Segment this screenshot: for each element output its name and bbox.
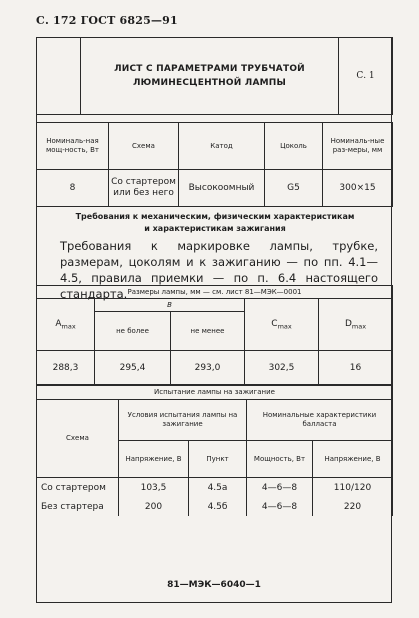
col-header-test-voltage: Напряжение, В [119,441,189,478]
col-b-letter: B [167,301,172,309]
cell-d-value: 16 [319,351,393,386]
col-header-point: Пункт [189,441,247,478]
col-header-ballast-power: Мощность, Вт [247,441,313,478]
cell-b-max-value: 295,4 [95,351,171,386]
section-title-line1: Требования к механическим, физическим характеристикам [75,212,355,221]
section-title [60,211,370,235]
footer-doc-id: 81—МЭК—6040—1 [167,580,261,590]
ignition-test-table [36,384,393,516]
cell-row1-point: 4.5а [189,478,247,499]
cell-a-value: 288,3 [37,351,95,386]
cell-row1-voltage: 103,5 [119,478,189,499]
col-header-scheme: Схема [109,123,179,170]
cell-row2-voltage: 200 [119,498,189,516]
cell-row2-power: 4—6—8 [247,498,313,516]
col-header-cathode: Катод [179,123,265,170]
col-header-d [319,299,393,351]
cell-b-min-value: 293,0 [171,351,245,386]
dims-caption: Размеры лампы, мм — см. лист 81—МЭК—0001 [37,286,393,299]
requirements-paragraph: Требования к маркировке лампы, трубке, размерам, цоколям и к зажиганию — по пп. 4.1—4.5, правила приемки — по п. 6.4 настоящего стандарта. [60,239,378,301]
cell-row1-scheme: Со стартером [37,478,119,499]
title-left-cell [37,38,81,115]
cell-dims: 300×15 [323,170,393,207]
col-header-ballast: Номинальные характеристики балласта [247,400,393,441]
cell-c-value: 302,5 [245,351,319,386]
lamp-parameters-table [36,122,393,207]
col-header-ballast-voltage: Напряжение, В [313,441,393,478]
col-a-letter: A [55,318,62,329]
sheet-code: С. 1 [339,38,393,115]
cell-row1-power: 4—6—8 [247,478,313,499]
col-c-sub: max [277,322,292,331]
col-header-ignition-scheme: Схема [37,400,119,478]
sheet-title [81,38,339,115]
col-header-b-min: не менее [171,312,245,351]
col-header-power: Номиналь-ная мощ-ность, Вт [37,123,109,170]
col-header-base: Цоколь [265,123,323,170]
sheet-title-line2: ЛЮМИНЕСЦЕНТНОЙ ЛАМПЫ [132,78,287,88]
col-header-conditions: Условия испытания лампы на зажигание [119,400,247,441]
col-c-letter: C [271,318,278,329]
col-header-c [245,299,319,351]
col-d-letter: D [344,318,352,329]
section-title-line2: и характеристикам зажигания [144,224,286,233]
cell-row2-point: 4.5б [189,498,247,516]
cell-row2-ballast-voltage: 220 [313,498,393,516]
cell-row1-ballast-voltage: 110/120 [313,478,393,499]
cell-cathode: Высокоомный [179,170,265,207]
table-row [37,498,393,516]
cell-scheme: Со стартером или без него [109,170,179,207]
col-a-sub: max [61,322,76,331]
sheet-title-line1: ЛИСТ С ПАРАМЕТРАМИ ТРУБЧАТОЙ [114,64,305,74]
cell-power: 8 [37,170,109,207]
cell-base: G5 [265,170,323,207]
title-block [36,37,393,115]
col-header-b-max: не более [95,312,171,351]
cell-row2-scheme: Без стартера [37,498,119,516]
col-header-dims: Номиналь-ные раз-меры, мм [323,123,393,170]
col-d-sub: max [351,322,367,331]
table-row [37,478,393,499]
dimensions-table [36,285,393,386]
col-header-a [37,299,95,351]
page-header: С. 172 ГОСТ 6825—91 [36,14,178,27]
col-header-b [95,299,245,312]
ignition-caption: Испытание лампы на зажигание [37,385,393,400]
